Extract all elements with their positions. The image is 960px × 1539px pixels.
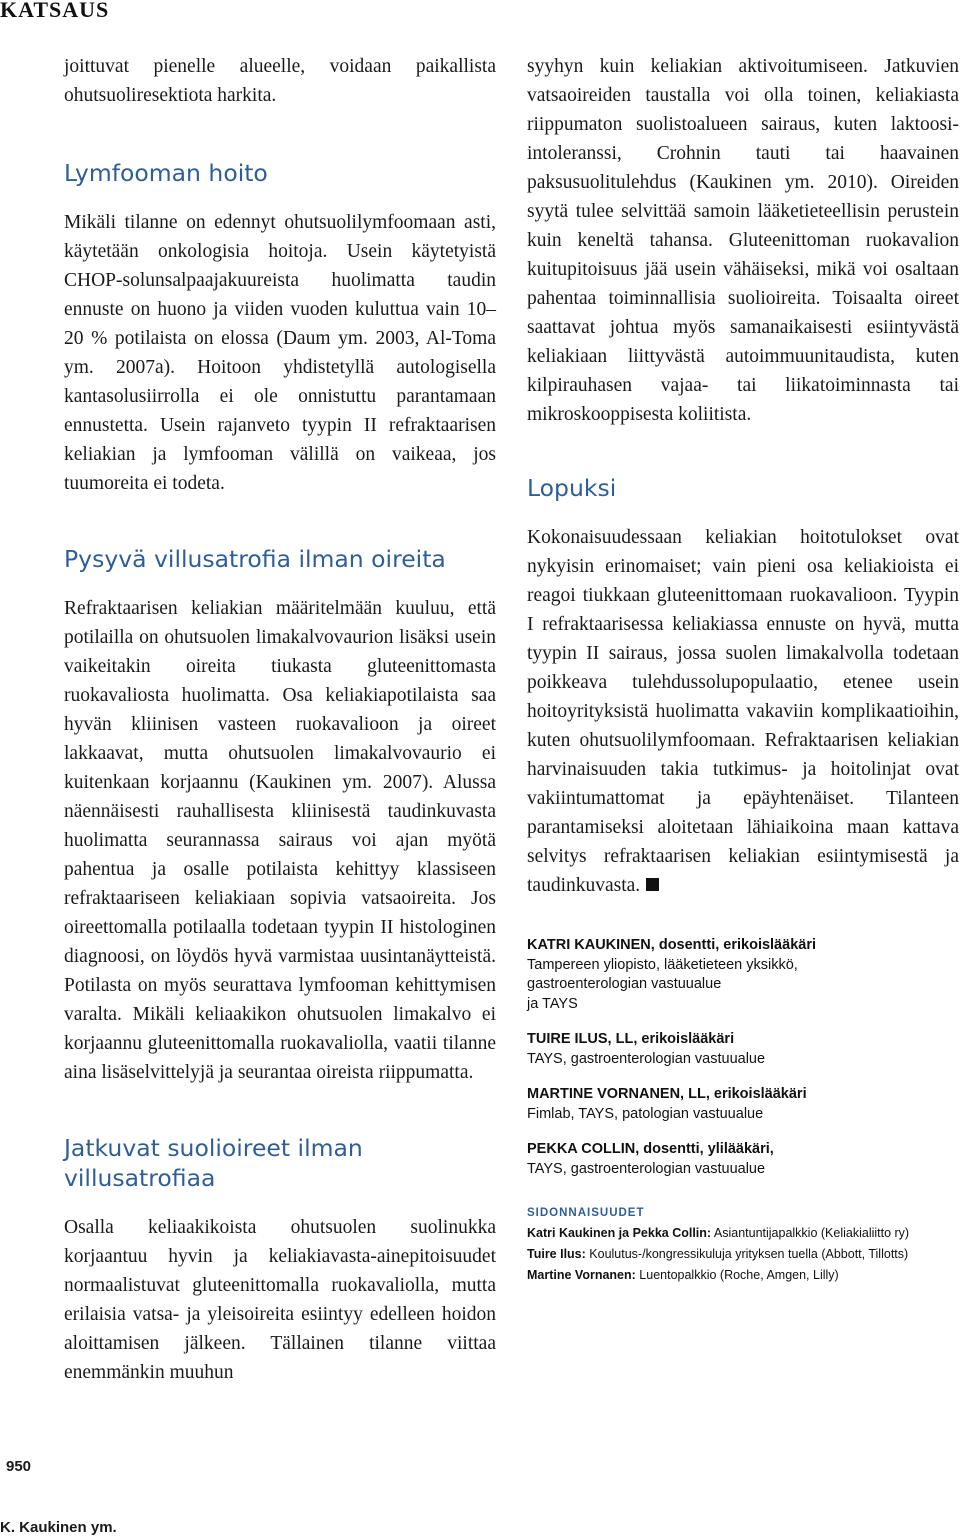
closing-text: Kokonaisuudessaan keliakian hoitotulokset ovat nykyisin erinomaiset; vain pieni osa keliakioista ei reagoi tiukkaan gluteenittomaan ruokavalioon. Tyypin I refraktaarisessa keliakiassa ennuste on hyvä, mutta tyypin II sairaus, jossa suolen limakalvolla todetaan poikkeava tulehdussolupopulaatio, etenee usein hoitoyrityksistä huolimatta vakaviin komplikaatioihin, kuten ohutsuolilymfoomaan. Refraktaarisen keliakian harvinaisuuden takia tutkimus- ja hoitolinjat ovat vakiintumattomat ja epäyhtenäiset. Tilanteen parantamiseksi aloitetaan lähiaikoina maan kattava selvitys refraktaarisen keliakian esiintymisestä ja taudinkuvasta. <box>527 527 959 896</box>
author-name: MARTINE VORNANEN, LL, erikoislääkäri <box>527 1086 807 1102</box>
author-affiliation: ja TAYS <box>527 995 578 1012</box>
paragraph: Refraktaarisen keliakian määritelmään kuuluu, että potilailla on ohutsuolen limakalvovaurion lisäksi usein vaikeitakin oireita tiukasta gluteenittomasta ruokavaliosta huolimatta. Osa keliakiapotilaista saa hyvän kliinisen vasteen ruokavalioon ja oireet lakkaavat, mutta ohutsuolen limakalvovaurio ei kuitenkaan korjaannu (Kaukinen ym. 2007). Alussa näennäisesti rauhallisesta kliinisestä taudinkuvasta huolimatta seurannassa sairaus voi ajan myötä pahentua ja osalle potilaista kehittyy klassiseen refraktaariseen keliakiaan sopivia vatsaoireita. Jos oireettomalla potilaalla todetaan tyypin II histologinen diagnoosi, on löydös hyvä varmistaa uusintanäytteistä. Potilasta on myös seurattava lymfooman kehittymisen varalta. Mikäli keliaakikon ohutsuolen limakalvo ei korjaannu gluteenittomalla ruokavaliolla, vaatii tilanne aina lisäselvittelyjä ja seurantaa oireista riippumatta. <box>64 598 496 1083</box>
section-label: KATSAUS <box>0 0 110 22</box>
disclosure-item <box>527 1265 959 1286</box>
disclosure-item <box>527 1223 959 1244</box>
section-heading: Lopuksi <box>527 474 617 502</box>
author-block <box>527 1140 959 1179</box>
paragraph: syyhyn kuin keliakian aktivoitumiseen. Jatkuvien vatsaoireiden taustalla voi olla toinen, keliakiasta riippumaton suolistoalueen sairaus, kuten laktoosi-intoleranssi, Crohnin tauti tai haavainen paksusuolitulehdus (Kaukinen ym. 2010). Oireiden syytä tulee selvittää samoin lääketieteellisin perustein kuin keneltä tahansa. Gluteenittoman ruokavalion kuitupitoisuus jää usein vähäiseksi, mikä voi osaltaan pahentaa toiminnallisia suolioireita. Toisaalta oireet saattavat johtua myös samanaikaisesti esiintyvästä keliakiaan liittyvästä autoimmuunitaudista, kuten kilpirauhasen vajaa- tai liikatoiminnasta tai mikroskooppisesta koliitista. <box>527 56 959 425</box>
disclosure-person: Martine Vornanen: <box>527 1268 636 1282</box>
disclosure-person: Katri Kaukinen ja Pekka Collin: <box>527 1226 712 1240</box>
disclosure-text: Luentopalkkio (Roche, Amgen, Lilly) <box>635 1268 839 1282</box>
right-column <box>527 52 959 1286</box>
author-block <box>527 1085 959 1124</box>
paragraph <box>527 523 959 900</box>
section-heading: Pysyvä villusatrofia ilman oireita <box>64 545 446 573</box>
disclosure-person: Tuire Ilus: <box>527 1247 586 1261</box>
disclosure-item <box>527 1244 959 1265</box>
section-heading: Jatkuvat suolioireet ilman villusatrofiaa <box>64 1134 363 1192</box>
author-block <box>527 936 959 1014</box>
author-name: PEKKA COLLIN, dosentti, ylilääkäri, <box>527 1141 774 1157</box>
paragraph: Mikäli tilanne on edennyt ohutsuolilymfoomaan asti, käytetään onkologisia hoitoja. Usein käytetyistä CHOP-solunsalpaajakuureista huolimatta taudin ennuste on huono ja viiden vuoden kuluttua vain 10–20 % potilaista on elossa (Daum ym. 2003, Al-Toma ym. 2007a). Hoitoon yhdistetyllä autologisella kantasolusiirrolla ei ole onnistuttu parantamaan ennustetta. Usein rajanveto tyypin II refraktaarisen keliakian ja lymfooman välillä on vaikeaa, jos tuumoreita ei todeta. <box>64 212 496 494</box>
left-column <box>64 52 496 1387</box>
author-name: KATRI KAUKINEN, dosentti, erikoislääkäri <box>527 937 816 953</box>
page-number: 950 <box>6 1458 32 1475</box>
author-name: TUIRE ILUS, LL, erikoislääkäri <box>527 1031 735 1047</box>
paragraph: joittuvat pienelle alueelle, voidaan paikallista ohutsuoliresektiota harkita. <box>64 56 496 106</box>
author-affiliation: Tampereen yliopisto, lääketieteen yksikkö, <box>527 956 798 973</box>
disclosures-title: SIDONNAISUUDET <box>527 1207 645 1219</box>
end-of-article-mark <box>646 878 659 891</box>
author-list <box>527 936 959 1179</box>
disclosure-text: Koulutus-/kongressikuluja yrityksen tuella (Abbott, Tillotts) <box>585 1247 909 1261</box>
author-block <box>527 1030 959 1069</box>
author-affiliation: gastroenterologian vastuualue <box>527 976 722 992</box>
section-heading: Lymfooman hoito <box>64 159 268 187</box>
author-affiliation: Fimlab, TAYS, patologian vastuualue <box>527 1105 764 1122</box>
author-affiliation: TAYS, gastroenterologian vastuualue <box>527 1050 766 1067</box>
footer-citation: K. Kaukinen ym. <box>0 1519 117 1536</box>
disclosure-text: Asiantuntijapalkkio (Keliakialiitto ry) <box>711 1226 910 1240</box>
paragraph: Osalla keliaakikoista ohutsuolen suolinukka korjaantuu hyvin ja keliakiavasta-ainepitoisuudet normaalistuvat gluteenittomalla ruokavaliolla, mutta erilaisia vatsa- ja yleisoireita esiintyy edelleen hoidon aloittamisen jälkeen. Tällainen tilanne viittaa enemmänkin muuhun <box>64 1217 496 1383</box>
disclosures <box>527 1207 959 1286</box>
author-affiliation: TAYS, gastroenterologian vastuualue <box>527 1160 766 1177</box>
